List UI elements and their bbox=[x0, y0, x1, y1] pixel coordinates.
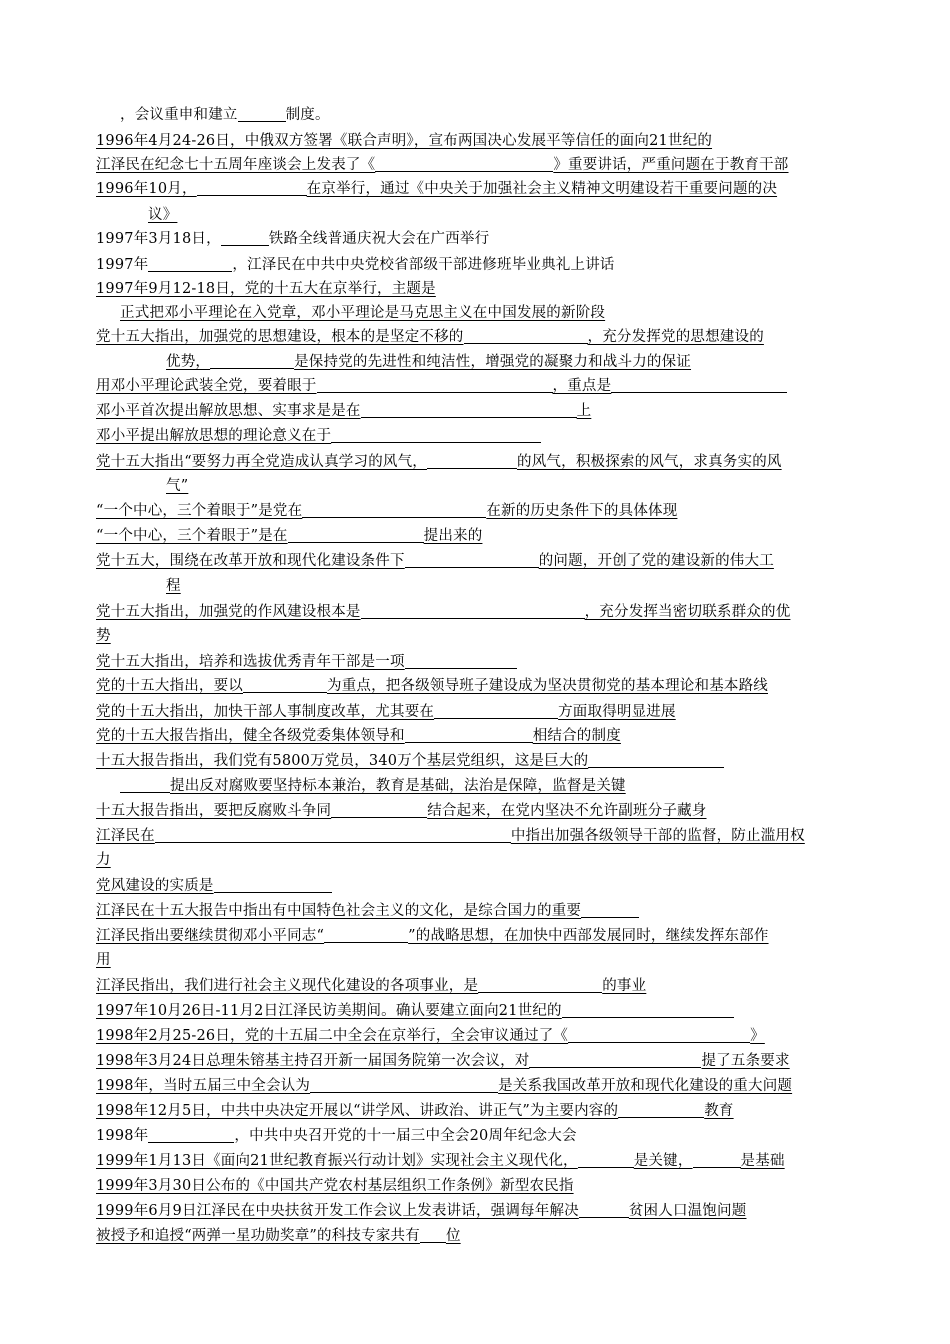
line-text: 程 bbox=[166, 578, 181, 594]
line-text: 邓小平首次提出解放思想、实事求是是在 bbox=[96, 403, 361, 419]
blank-fill-field[interactable] bbox=[361, 603, 585, 619]
blank-fill-field[interactable] bbox=[434, 703, 558, 719]
question-line bbox=[96, 874, 332, 898]
line-text: 党十五大指出，加强党的作风建设根本是 bbox=[96, 604, 361, 620]
line-text-continued: 是基础 bbox=[740, 1153, 785, 1169]
question-line bbox=[96, 1024, 765, 1048]
line-text-continued: 上 bbox=[576, 403, 592, 419]
blank-fill-field[interactable] bbox=[464, 328, 588, 344]
question-line bbox=[96, 253, 615, 277]
line-text: 党的十五大报告指出，健全各级党委集体领导和 bbox=[96, 728, 405, 744]
blank-fill-field[interactable] bbox=[148, 1127, 234, 1143]
question-line bbox=[96, 1099, 734, 1123]
blank-fill-field[interactable] bbox=[427, 453, 517, 469]
line-text: 议》 bbox=[148, 207, 178, 223]
blank-fill-field[interactable] bbox=[611, 377, 787, 393]
question-line bbox=[96, 848, 111, 872]
line-text: 1997年3月18日， bbox=[96, 231, 221, 247]
question-line bbox=[96, 153, 789, 177]
line-text: 党十五大，围绕在改革开放和现代化建设条件下 bbox=[96, 553, 405, 569]
line-text-continued: 》 bbox=[750, 1028, 765, 1044]
line-text-continued: ，重点是 bbox=[552, 378, 612, 394]
question-line bbox=[96, 1124, 577, 1148]
question-line bbox=[96, 948, 111, 972]
line-text-continued: 是关系我国改革开放和现代化建设的重大问题 bbox=[498, 1078, 793, 1094]
question-line bbox=[166, 350, 691, 374]
line-text: 十五大报告指出，要把反腐败斗争同 bbox=[96, 803, 332, 819]
blank-fill-field[interactable] bbox=[331, 427, 541, 443]
line-text: 党十五大指出“要努力再全党造成认真学习的风气， bbox=[96, 454, 428, 470]
line-text: 1998年2月25-26日，党的十五届二中全会在京举行，全会审议通过了《 bbox=[96, 1028, 569, 1044]
line-text: 邓小平提出解放思想的理论意义在于 bbox=[96, 428, 332, 444]
question-line bbox=[120, 301, 605, 325]
line-text: 1999年3月30日公布的《中国共产党农村基层组织工作条例》新型农民指 bbox=[96, 1178, 574, 1194]
line-text-continued: 提了五条要求 bbox=[701, 1053, 790, 1069]
blank-fill-field[interactable] bbox=[361, 402, 577, 418]
blank-fill-field[interactable] bbox=[221, 230, 269, 246]
question-line bbox=[96, 450, 782, 474]
blank-fill-field[interactable] bbox=[578, 1152, 634, 1168]
question-line bbox=[96, 177, 777, 201]
line-text: 党十五大指出，培养和选拔优秀青年干部是一项 bbox=[96, 654, 405, 670]
blank-fill-field[interactable] bbox=[588, 752, 724, 768]
line-text: 1998年3月24日总理朱镕基主持召开新一届国务院第一次会议，对 bbox=[96, 1053, 530, 1069]
question-line bbox=[96, 1074, 792, 1098]
line-text: 1999年6月9日江泽民在中央扶贫开发工作会议上发表讲话，强调每年解决 bbox=[96, 1203, 579, 1219]
line-text: 1998年，当时五届三中全会认为 bbox=[96, 1078, 311, 1094]
question-line bbox=[96, 424, 541, 448]
question-line bbox=[96, 749, 724, 773]
line-text: 1996年10月， bbox=[96, 181, 197, 197]
blank-fill-field[interactable] bbox=[197, 180, 307, 196]
line-text: 1999年1月13日《面向21世纪教育振兴行动计划》实现社会主义现代化， bbox=[96, 1153, 578, 1169]
line-text: “一个中心，三个着眼于”是党在 bbox=[96, 503, 303, 519]
question-line bbox=[96, 899, 639, 923]
line-text-continued: ，充分发挥当密切联系群众的优 bbox=[584, 604, 791, 620]
line-text: “一个中心，三个着眼于”是在 bbox=[96, 528, 288, 544]
blank-fill-field[interactable] bbox=[148, 256, 232, 272]
blank-fill-field[interactable] bbox=[288, 527, 424, 543]
blank-fill-field[interactable] bbox=[405, 552, 539, 568]
question-line bbox=[96, 399, 591, 423]
line-text: 党十五大指出，加强党的思想建设，根本的是坚定不移的 bbox=[96, 329, 464, 345]
blank-fill-field[interactable] bbox=[238, 106, 286, 122]
line-text-continued: 在新的历史条件下的具体体现 bbox=[486, 503, 678, 519]
blank-fill-field[interactable] bbox=[405, 727, 533, 743]
line-text: 优势， bbox=[166, 354, 211, 370]
line-text: 1998年 bbox=[96, 1128, 149, 1144]
line-text-continued: 为重点，把各级领导班子建设成为坚决贯彻党的基本理论和基本路线 bbox=[327, 678, 768, 694]
line-text-continued: 相结合的制度 bbox=[532, 728, 621, 744]
blank-fill-field[interactable] bbox=[331, 802, 427, 818]
line-text: 势 bbox=[96, 628, 111, 644]
line-text: 1997年 bbox=[96, 257, 149, 273]
line-text-continued: 中指出加强各级领导干部的监督，防止滥用权 bbox=[510, 828, 805, 844]
blank-fill-field[interactable] bbox=[405, 653, 517, 669]
line-text-continued: ，江泽民在中共中央党校省部级干部进修班毕业典礼上讲话 bbox=[232, 257, 615, 273]
line-text-continued: 铁路全线普通庆祝大会在广西举行 bbox=[268, 231, 490, 247]
question-line bbox=[96, 924, 769, 948]
question-line bbox=[96, 277, 436, 301]
line-text-continued: 是关键， bbox=[633, 1153, 693, 1169]
line-text: ，会议重申和建立 bbox=[120, 107, 238, 123]
line-text: 力 bbox=[96, 852, 111, 868]
blank-fill-field[interactable] bbox=[618, 1102, 704, 1118]
line-text: 1998年12月5日，中共中央决定开展以“讲学风、讲政治、讲正气”为主要内容的 bbox=[96, 1103, 619, 1119]
blank-fill-field[interactable] bbox=[529, 1052, 701, 1068]
line-text-continued: 的事业 bbox=[602, 978, 647, 994]
question-line bbox=[96, 700, 676, 724]
question-line bbox=[166, 474, 188, 498]
question-line bbox=[96, 325, 764, 349]
line-text: 1996年4月24-26日，中俄双方签署《联合声明》，宣布两国决心发展平等信任的面向21世纪的 bbox=[96, 133, 713, 149]
blank-fill-field[interactable] bbox=[324, 927, 408, 943]
line-text-continued: 的问题，开创了党的建设新的伟大工 bbox=[538, 553, 774, 569]
question-line bbox=[96, 499, 677, 523]
line-text: 正式把邓小平理论在入党章，邓小平理论是马克思主义在中国发展的新阶段 bbox=[120, 305, 606, 321]
blank-fill-field[interactable] bbox=[568, 1027, 750, 1043]
question-line bbox=[96, 724, 621, 748]
line-text-continued: ”的战略思想，在加快中西部发展同时，继续发挥东部作 bbox=[408, 928, 769, 944]
question-line bbox=[96, 374, 787, 398]
line-text-continued: 方面取得明显进展 bbox=[558, 704, 676, 720]
question-line bbox=[96, 129, 712, 153]
line-text: 1997年10月26日-11月2日江泽民访美期间。确认要建立面向21世纪的 bbox=[96, 1003, 562, 1019]
line-text-continued: ，中共中央召开党的十一届三中全会20周年纪念大会 bbox=[234, 1128, 577, 1144]
line-text-continued: 在京举行，通过《中央关于加强社会主义精神文明建设若干重要问题的决 bbox=[306, 181, 778, 197]
blank-fill-field[interactable] bbox=[581, 902, 639, 918]
line-text: 1997年9月12-18日，党的十五大在京举行，主题是 bbox=[96, 281, 436, 297]
blank-fill-field[interactable] bbox=[562, 1002, 734, 1018]
line-text: 气” bbox=[166, 478, 189, 494]
line-text: 十五大报告指出，我们党有5800万党员，340万个基层党组织，这是巨大的 bbox=[96, 753, 589, 769]
line-text-continued: 》重要讲话，严重问题在于教育干部 bbox=[553, 157, 789, 173]
question-line bbox=[96, 624, 111, 648]
line-text: 党的十五大指出，要以 bbox=[96, 678, 243, 694]
question-line bbox=[96, 227, 489, 251]
question-line bbox=[166, 574, 181, 598]
question-line bbox=[96, 1199, 746, 1223]
line-text-continued: 教育 bbox=[704, 1103, 734, 1119]
question-line bbox=[96, 524, 482, 548]
question-line bbox=[96, 974, 646, 998]
question-line bbox=[96, 1224, 461, 1248]
line-text-continued: 提出来的 bbox=[423, 528, 483, 544]
blank-fill-field[interactable] bbox=[317, 377, 553, 393]
blank-fill-field[interactable] bbox=[310, 1077, 498, 1093]
blank-fill-field[interactable] bbox=[375, 156, 553, 172]
line-text: 党的十五大指出，加快干部人事制度改革，尤其要在 bbox=[96, 704, 435, 720]
line-text: 江泽民指出要继续贯彻邓小平同志“ bbox=[96, 928, 325, 944]
blank-fill-field[interactable] bbox=[155, 827, 511, 843]
question-line bbox=[96, 1149, 785, 1173]
question-line bbox=[96, 549, 774, 573]
line-text: 江泽民在十五大报告中指出有中国特色社会主义的文化，是综合国力的重要 bbox=[96, 903, 582, 919]
question-line bbox=[96, 799, 707, 823]
line-text-continued: 是保持党的先进性和纯洁性，增强党的凝聚力和战斗力的保证 bbox=[294, 354, 692, 370]
line-text-continued: 贫困人口温饱问题 bbox=[628, 1203, 747, 1219]
blank-fill-field[interactable] bbox=[478, 977, 602, 993]
line-text: 用邓小平理论武装全党，要着眼于 bbox=[96, 378, 317, 394]
line-text: 江泽民在纪念七十五周年座谈会上发表了《 bbox=[96, 157, 376, 173]
blank-fill-field[interactable] bbox=[302, 502, 486, 518]
line-text-continued: 的风气，积极探索的风气，求真务实的风 bbox=[517, 454, 782, 470]
blank-fill-field[interactable] bbox=[243, 677, 327, 693]
question-line bbox=[148, 203, 177, 227]
line-text: 江泽民在 bbox=[96, 828, 155, 844]
question-line bbox=[96, 600, 790, 624]
line-text-continued: 提出反对腐败要坚持标本兼治，教育是基础，法治是保障，监督是关键 bbox=[170, 778, 626, 794]
line-text: 党风建设的实质是 bbox=[96, 878, 214, 894]
question-line bbox=[96, 999, 734, 1023]
question-line bbox=[96, 650, 517, 674]
blank-fill-field[interactable] bbox=[120, 777, 170, 793]
question-line bbox=[120, 103, 330, 127]
blank-fill-field[interactable] bbox=[693, 1152, 741, 1168]
line-text-continued: 结合起来，在党内坚决不允许副班分子藏身 bbox=[427, 803, 707, 819]
line-text-continued: 位 bbox=[445, 1228, 461, 1244]
question-line bbox=[96, 1174, 574, 1198]
question-line bbox=[120, 774, 626, 798]
line-text: 江泽民指出，我们进行社会主义现代化建设的各项事业，是 bbox=[96, 978, 479, 994]
line-text-continued: 制度。 bbox=[285, 107, 330, 123]
line-text: 用 bbox=[96, 952, 111, 968]
line-text: 被授予和追授“两弹一星功勋奖章”的科技专家共有 bbox=[96, 1228, 420, 1244]
line-text-continued: ，充分发挥党的思想建设的 bbox=[587, 329, 764, 345]
blank-fill-field[interactable] bbox=[210, 353, 294, 369]
blank-fill-field[interactable] bbox=[579, 1202, 629, 1218]
question-line bbox=[96, 674, 768, 698]
blank-fill-field[interactable] bbox=[420, 1227, 446, 1243]
blank-fill-field[interactable] bbox=[214, 877, 332, 893]
question-line bbox=[96, 824, 805, 848]
question-line bbox=[96, 1049, 790, 1073]
